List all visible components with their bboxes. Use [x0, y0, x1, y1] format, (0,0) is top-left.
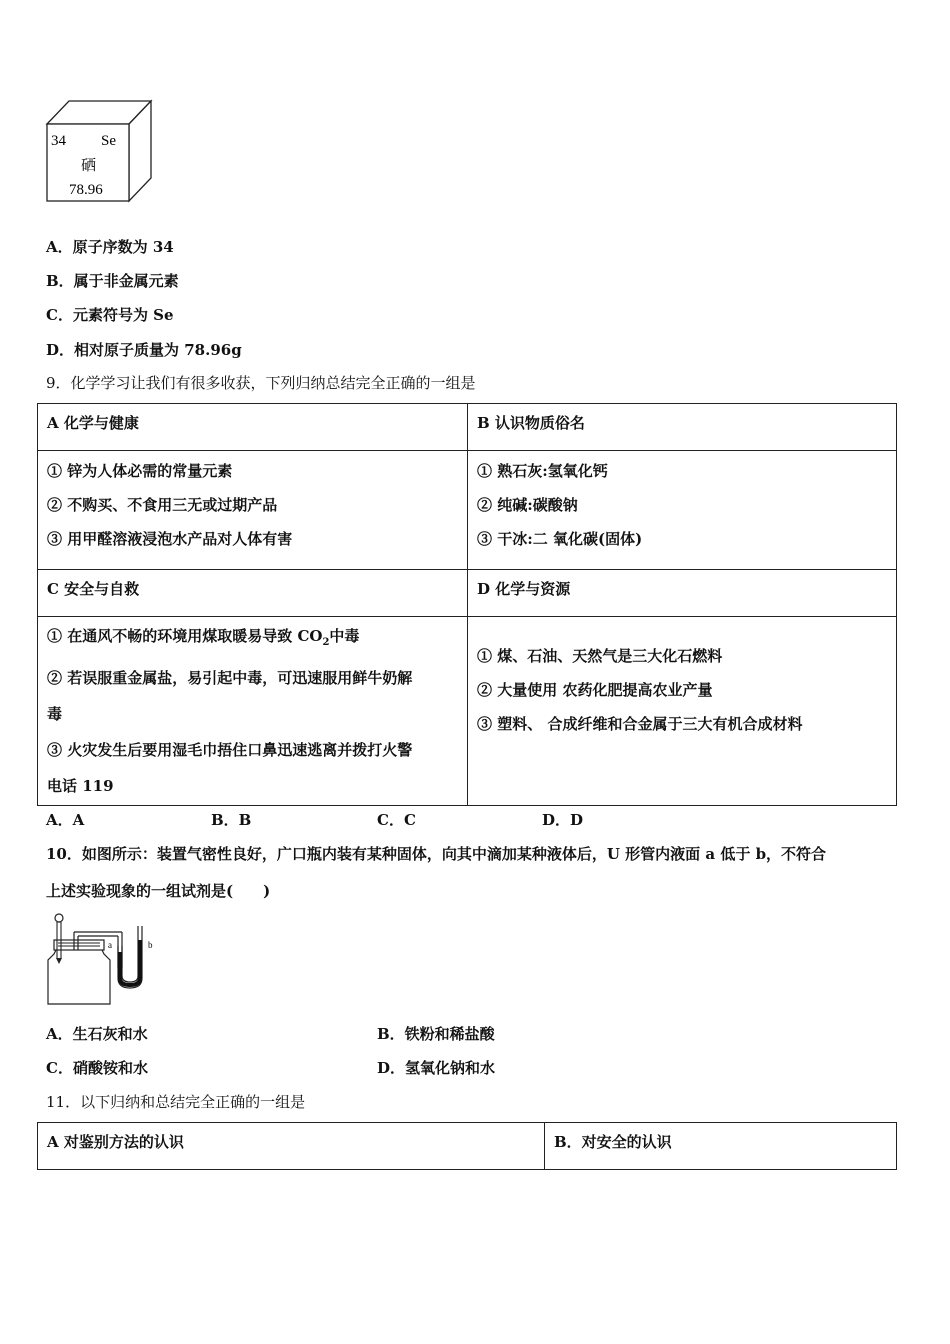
- q11-cell-b-header: B．对安全的认识: [545, 1123, 897, 1170]
- q10-option-c: C．硝酸铵和水: [46, 1059, 148, 1077]
- selenium-element-card: [44, 98, 156, 206]
- atomic-mass: 78.96: [69, 182, 103, 198]
- q9-cell-b-header: B 认识物质俗名: [468, 404, 897, 451]
- u-tube-label-a: a: [108, 940, 112, 950]
- q9-option-a: A．A: [46, 811, 85, 829]
- q9-option-b: B．B: [211, 811, 252, 829]
- q10-option-a: A．生石灰和水: [46, 1025, 148, 1043]
- u-tube-label-b: b: [148, 940, 153, 950]
- q11-cell-a-header: A 对鉴别方法的认识: [38, 1123, 545, 1170]
- q9-cell-c-content: ① 在通风不畅的环境用煤取暖易导致 $CO_2$中毒 ② 若误服重金属盐，易引起中毒，可迅速服用鲜牛奶解 毒 ③ 火灾发生后要用湿毛巾捂住口鼻迅速逃离并拨打火警 电话 119: [38, 617, 468, 806]
- atomic-number: 34: [51, 133, 66, 149]
- q11-stem: 11．以下归纳和总结完全正确的一组是: [46, 1093, 306, 1111]
- q9-option-d: D．D: [542, 811, 584, 829]
- q8-option-a: A．原子序数为 34: [46, 238, 174, 256]
- q8-option-d: D．相对原子质量为 78.96g: [46, 341, 242, 359]
- q9-option-c: C．C: [377, 811, 416, 829]
- q9-c-line-1: ① 在通风不畅的环境用煤取暖易导致 $CO_2$中毒: [47, 627, 360, 648]
- q8-option-c: C．元素符号为 Se: [46, 306, 174, 324]
- q10-stem-line-1: 10．如图所示：装置气密性良好，广口瓶内装有某种固体，向其中滴加某种液体后，U 形管内液面 a 低于 b，不符合: [46, 845, 827, 863]
- q9-cell-b-content: ① 熟石灰:氢氧化钙 ② 纯碱:碳酸钠 ③ 干冰:二 氧化碳(固体): [468, 451, 897, 570]
- element-name: 硒: [81, 158, 97, 174]
- q9-cell-d-header: D 化学与资源: [468, 570, 897, 617]
- q9-stem: 9．化学学习让我们有很多收获，下列归纳总结完全正确的一组是: [46, 374, 476, 392]
- u-tube-apparatus-figure: [44, 912, 164, 1008]
- element-symbol: Se: [101, 133, 116, 149]
- q9-cell-a-content: ① 锌为人体必需的常量元素 ② 不购买、不食用三无或过期产品 ③ 用甲醛溶液浸泡水产品对人体有害: [38, 451, 468, 570]
- q9-cell-d-content: ① 煤、石油、天然气是三大化石燃料 ② 大量使用 农药化肥提高农业产量 ③ 塑料、 合成纤维和合金属于三大有机合成材料: [468, 617, 897, 806]
- q10-option-d: D．氢氧化钠和水: [377, 1059, 496, 1077]
- q8-option-b: B．属于非金属元素: [46, 272, 179, 290]
- q10-option-b: B．铁粉和稀盐酸: [377, 1025, 495, 1043]
- q9-cell-a-header: A 化学与健康: [38, 404, 468, 451]
- q11-table: [37, 1122, 897, 1170]
- q10-stem-line-2: 上述实验现象的一组试剂是( ): [46, 882, 271, 900]
- q9-cell-c-header: C 安全与自救: [38, 570, 468, 617]
- q9-table: [37, 403, 897, 806]
